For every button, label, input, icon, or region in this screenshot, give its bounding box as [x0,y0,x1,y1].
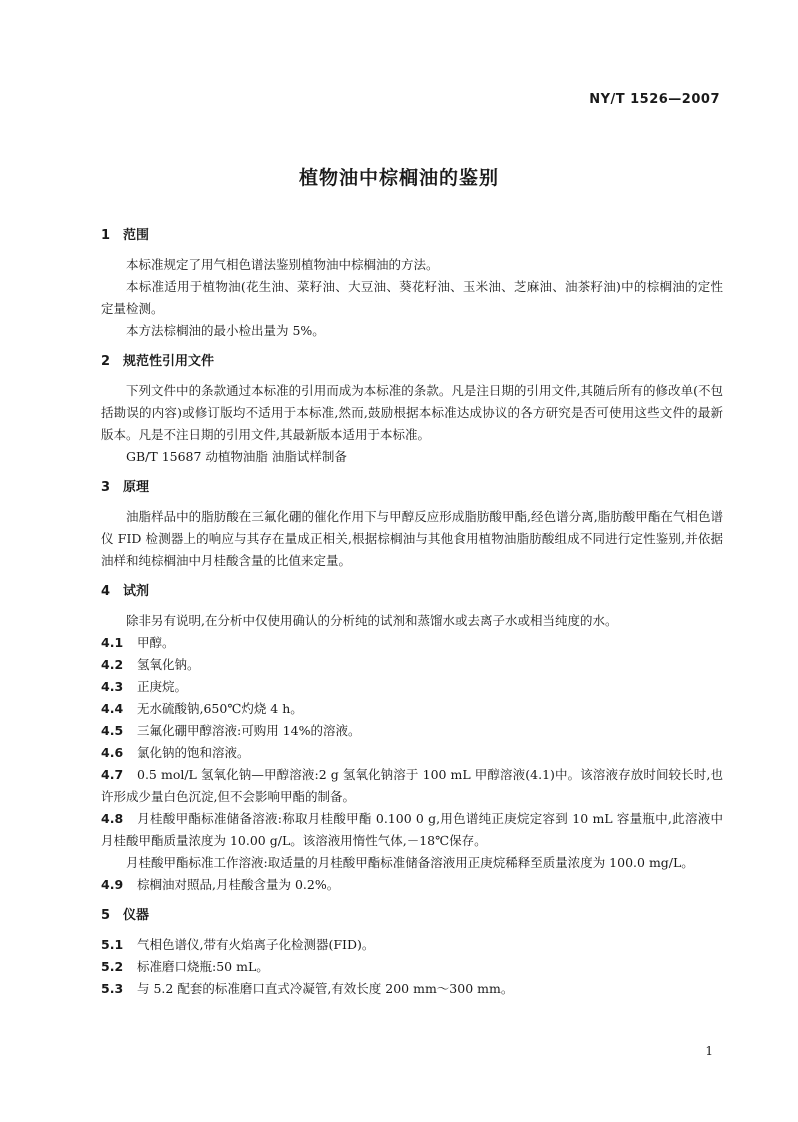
item-number: 4.5 [101,723,124,738]
list-item [101,632,723,654]
page-number: 1 [705,1044,713,1058]
item-text: 氯化钠的饱和溶液。 [137,745,250,760]
list-item [101,956,723,978]
item-number: 4.8 [101,811,124,826]
item-number: 4.6 [101,745,124,760]
section-heading [101,478,723,498]
section-number: 1 [101,228,111,243]
item-number: 4.7 [101,767,124,782]
item-text: 甲醇。 [137,635,175,650]
paragraph: 除非另有说明,在分析中仅使用确认的分析纯的试剂和蒸馏水或去离子水或相当纯度的水。 [126,613,618,628]
section-number: 4 [101,584,111,599]
item-text: 气相色谱仪,带有火焰离子化检测器(FID)。 [137,937,375,952]
document-title: 植物油中棕榈油的鉴别 [298,167,499,189]
section-number: 3 [101,480,111,495]
section-title: 仪器 [123,908,150,923]
section-normative-references [101,352,723,468]
list-item [101,764,723,808]
item-text: 氢氧化钠。 [137,657,200,672]
section-title: 原理 [123,480,150,495]
list-item [101,978,723,1000]
section-reagents [101,582,723,896]
item-text: 棕榈油对照品,月桂酸含量为 0.2%。 [137,877,340,892]
section-heading [101,226,723,246]
list-item [101,808,723,852]
section-apparatus [101,906,723,1000]
paragraph: 月桂酸甲酯标准工作溶液:取适量的月桂酸甲酯标准储备溶液用正庚烷稀释至质量浓度为 100.0 mg/L。 [126,855,694,870]
section-heading [101,906,723,926]
paragraph: 本标准适用于植物油(花生油、菜籽油、大豆油、葵花籽油、玉米油、芝麻油、油茶籽油)中的棕榈油的定性定量检测。 [101,279,723,316]
item-number: 5.3 [101,981,124,996]
item-number: 4.3 [101,679,124,694]
document-body [101,226,723,1000]
section-title: 规范性引用文件 [123,354,215,369]
section-scope [101,226,723,342]
section-title: 试剂 [123,584,150,599]
item-number: 5.1 [101,937,124,952]
item-text: 0.5 mol/L 氢氧化钠—甲醇溶液:2 g 氢氧化钠溶于 100 mL 甲醇溶液(4.1)中。该溶液存放时间较长时,也许形成少量白色沉淀,但不会影响甲酯的制备。 [101,767,723,804]
section-heading [101,582,723,602]
item-number: 5.2 [101,959,124,974]
section-number: 2 [101,354,111,369]
section-number: 5 [101,908,111,923]
section-principle [101,478,723,572]
list-item [101,874,723,896]
item-text: 与 5.2 配套的标准磨口直式冷凝管,有效长度 200 mm～300 mm。 [137,981,514,996]
item-number: 4.1 [101,635,124,650]
list-item [101,698,723,720]
list-item [101,742,723,764]
item-text: 无水硫酸钠,650℃灼烧 4 h。 [137,701,303,716]
item-text: 正庚烷。 [137,679,188,694]
paragraph: 本标准规定了用气相色谱法鉴别植物油中棕榈油的方法。 [126,257,439,272]
standard-code: NY/T 1526—2007 [589,92,720,107]
list-item [101,676,723,698]
section-heading [101,352,723,372]
paragraph: 油脂样品中的脂肪酸在三氟化硼的催化作用下与甲醇反应形成脂肪酸甲酯,经色谱分离,脂肪酸甲酯在气相色谱仪 FID 检测器上的响应与其存在量成正相关,根据棕榈油与其他食用植物油脂肪酸组成不同进行定性鉴别,并依据油样和纯棕榈油中月桂酸含量的比值来定量。 [101,509,723,568]
list-item [101,934,723,956]
paragraph: 本方法棕榈油的最小检出量为 5%。 [126,323,325,338]
item-text: 月桂酸甲酯标准储备溶液:称取月桂酸甲酯 0.100 0 g,用色谱纯正庚烷定容到 10 mL 容量瓶中,此溶液中月桂酸甲酯质量浓度为 10.00 g/L。该溶液用惰性气体,－18℃保存。 [101,811,723,848]
item-number: 4.9 [101,877,124,892]
list-item [101,720,723,742]
list-item [101,654,723,676]
item-number: 4.2 [101,657,124,672]
reference-entry: GB/T 15687 动植物油脂 油脂试样制备 [126,449,347,464]
item-number: 4.4 [101,701,124,716]
item-text: 三氟化硼甲醇溶液:可购用 14%的溶液。 [137,723,361,738]
item-text: 标准磨口烧瓶:50 mL。 [137,959,269,974]
paragraph: 下列文件中的条款通过本标准的引用而成为本标准的条款。凡是注日期的引用文件,其随后所有的修改单(不包括勘误的内容)或修订版均不适用于本标准,然而,鼓励根据本标准达成协议的各方研究是否可使用这些文件的最新版本。凡是不注日期的引用文件,其最新版本适用于本标准。 [101,383,723,442]
section-title: 范围 [123,228,150,243]
